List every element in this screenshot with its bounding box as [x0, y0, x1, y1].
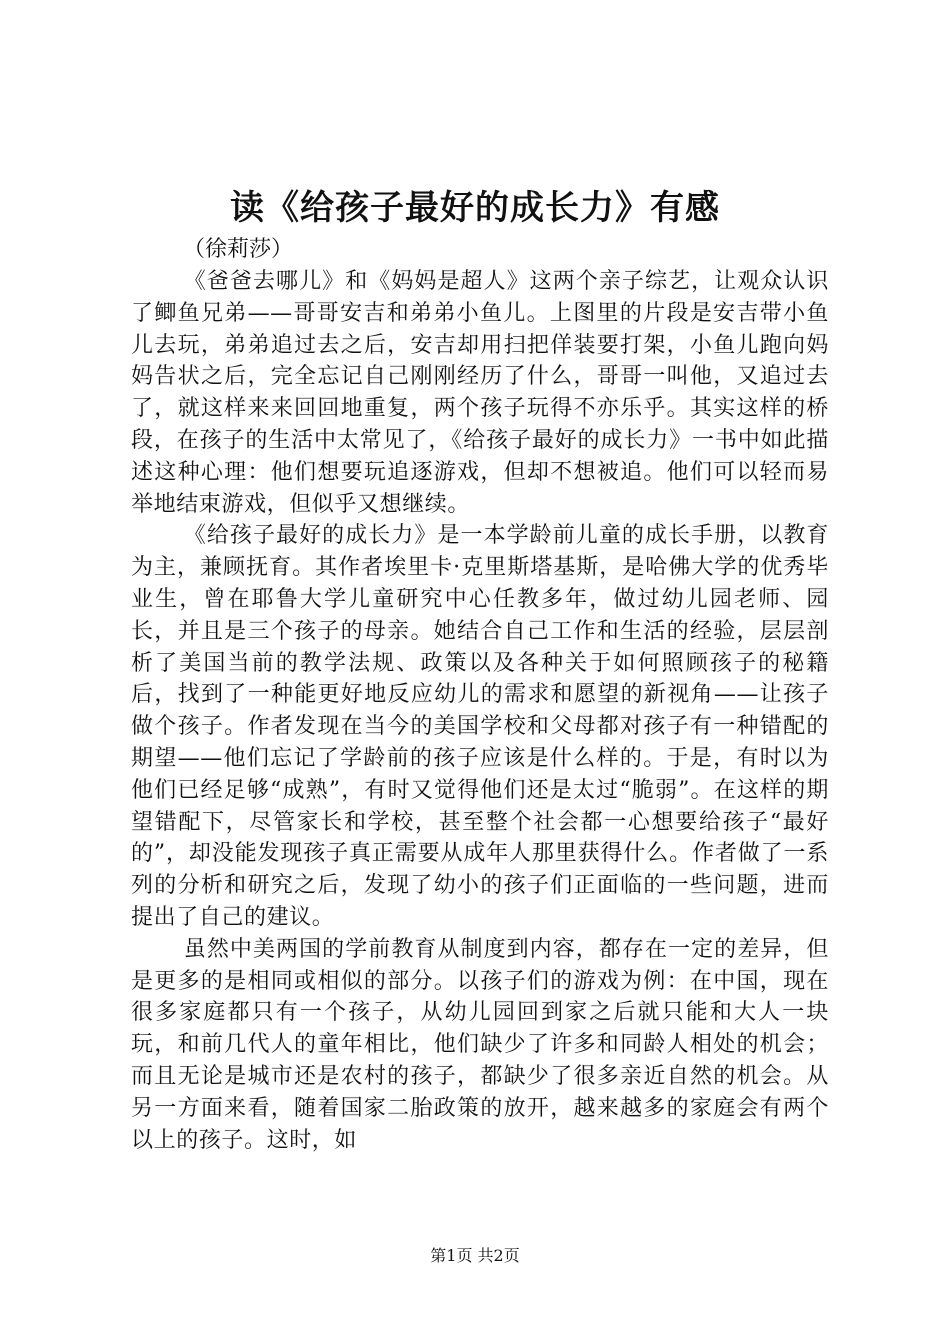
document-title: 读《给孩子最好的成长力》有感	[230, 188, 720, 228]
paragraph-2: 《给孩子最好的成长力》是一本学龄前儿童的成长手册，以教育为主，兼顾抚育。其作者埃里卡·克里斯塔基斯，是哈佛大学的优秀毕业生，曾在耶鲁大学儿童研究中心任教多年，做过幼儿园老师、园长，并且是三个孩子的母亲。她结合自己工作和生活的经验，层层剖析了美国当前的教学法规、政策以及各种关于如何照顾孩子的秘籍后，找到了一种能更好地反应幼儿的需求和愿望的新视角——让孩子做个孩子。作者发现在当今的美国学校和父母都对孩子有一种错配的期望——他们忘记了学龄前的孩子应该是什么样的。于是，有时以为他们已经足够“成熟”，有时又觉得他们还是太过“脆弱”。在这样的期望错配下，尽管家长和学校，甚至整个社会都一心想要给孩子“最好的”，却没能发现孩子真正需要从成年人那里获得什么。作者做了一系列的分析和研究之后，发现了幼小的孩子们正面临的一些问题，进而提出了自己的建议。	[131, 523, 829, 930]
document-body	[131, 266, 829, 1156]
document-author: （徐莉莎）	[183, 237, 294, 262]
paragraph-3: 虽然中美两国的学前教育从制度到内容，都存在一定的差异，但是更多的是相同或相似的部分。以孩子们的游戏为例：在中国，现在很多家庭都只有一个孩子，从幼儿园回到家之后就只能和大人一块玩，和前几代人的童年相比，他们缺少了许多和同龄人相处的机会；而且无论是城市还是农村的孩子，都缺少了很多亲近自然的机会。从另一方面来看，随着国家二胎政策的放开，越来越多的家庭会有两个以上的孩子。这时，如	[131, 936, 829, 1153]
page-footer: 第1页 共2页	[430, 1246, 520, 1265]
paragraph-1: 《爸爸去哪儿》和《妈妈是超人》这两个亲子综艺，让观众认识了鲫鱼兄弟——哥哥安吉和弟弟小鱼儿。上图里的片段是安吉带小鱼儿去玩，弟弟追过去之后，安吉却用扫把佯装要打架，小鱼儿跑向妈妈告状之后，完全忘记自己刚刚经历了什么，哥哥一叫他，又追过去了，就这样来来回回地重复，两个孩子玩得不亦乐乎。其实这样的桥段，在孩子的生活中太常见了，《给孩子最好的成长力》一书中如此描述这种心理：他们想要玩追逐游戏，但却不想被追。他们可以轻而易举地结束游戏，但似乎又想继续。	[131, 269, 829, 517]
